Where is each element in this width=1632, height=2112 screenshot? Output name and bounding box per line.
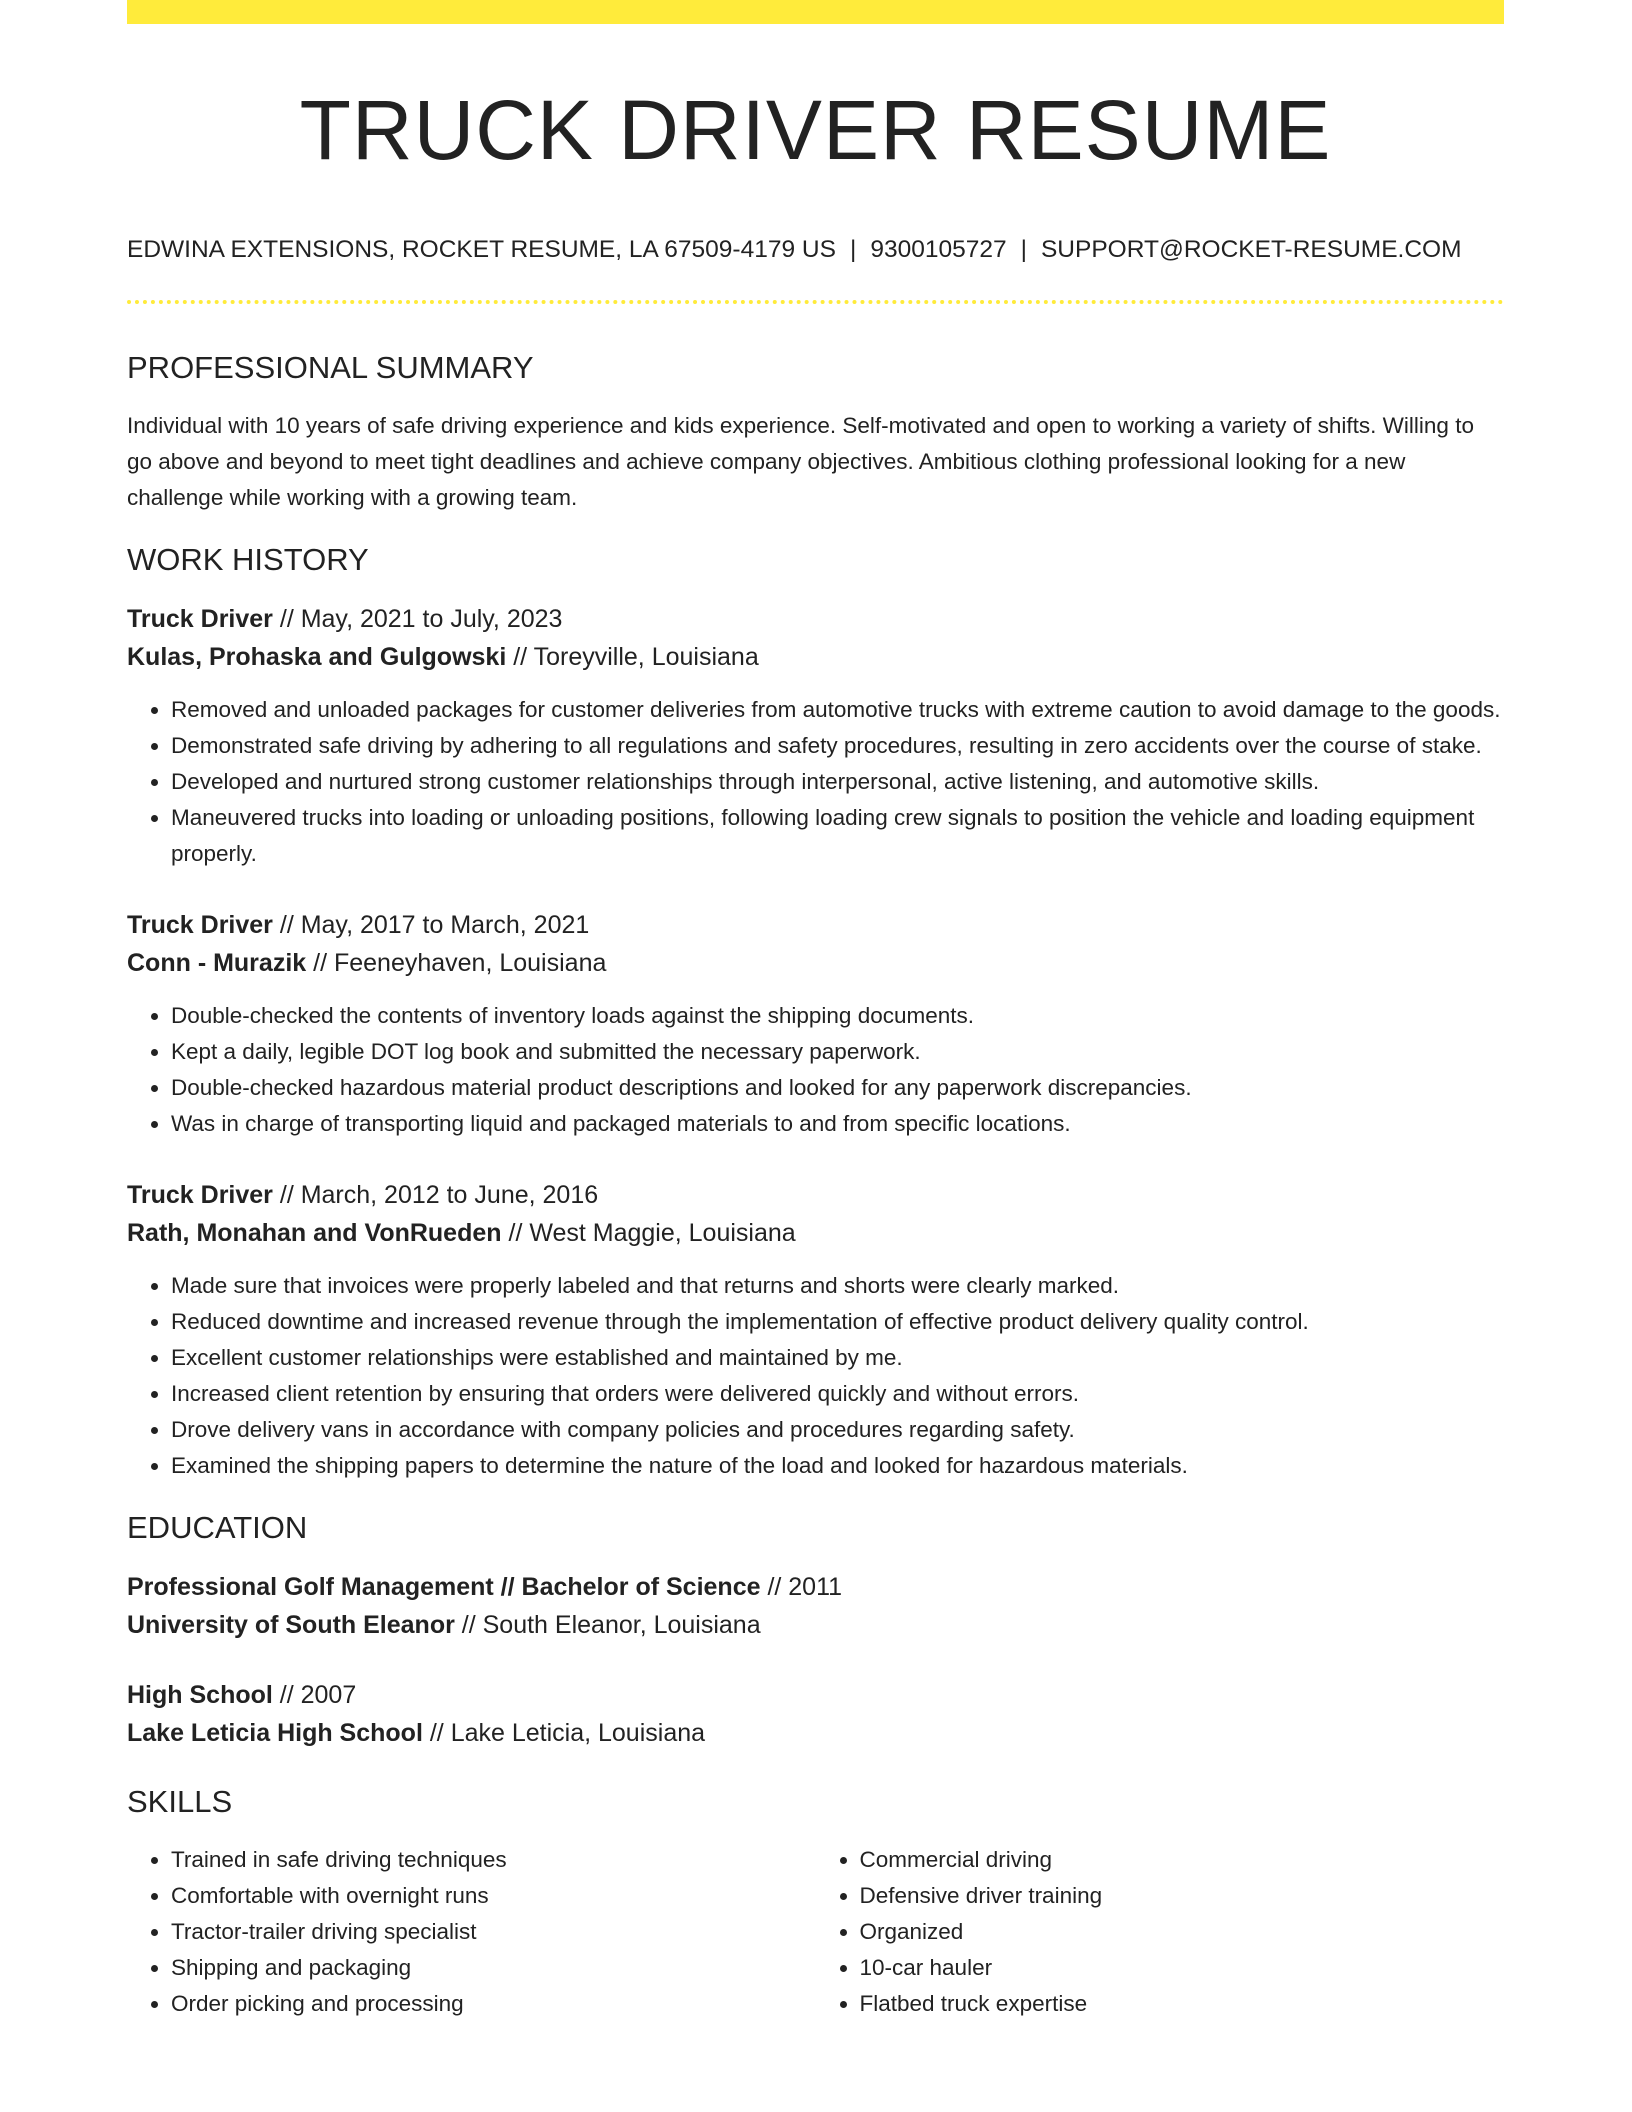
job-bullet: • Kept a daily, legible DOT log book and submitted the necessary paperwork. xyxy=(171,1034,1504,1070)
job-title: Truck Driver xyxy=(127,605,273,633)
contact-phone: 9300105727 xyxy=(870,236,1007,263)
education-year: // 2007 xyxy=(272,1681,357,1709)
education-year: // 2011 xyxy=(760,1573,843,1601)
job-location: // Feeneyhaven, Louisiana xyxy=(306,949,607,977)
job-bullet: • Made sure that invoices were properly labeled and that returns and shorts were clearly marked. xyxy=(171,1268,1504,1304)
job-bullet: • Maneuvered trucks into loading or unloading positions, following loading crew signals to position the vehicle and loading equipment properly. xyxy=(171,800,1504,872)
job-bullet: • Drove delivery vans in accordance with company policies and procedures regarding safety. xyxy=(171,1412,1504,1448)
skill-item: • 10-car hauler xyxy=(860,1950,1505,1986)
contact-line xyxy=(127,232,1504,268)
job-dates: // May, 2021 to July, 2023 xyxy=(272,605,563,633)
job-dates: // May, 2017 to March, 2021 xyxy=(272,911,590,939)
education-degree-line xyxy=(127,1676,1504,1714)
skill-item: • Flatbed truck expertise xyxy=(860,1986,1505,2022)
job-title-line xyxy=(127,906,1504,944)
job-entry xyxy=(127,906,1504,1142)
education-school: Lake Leticia High School xyxy=(127,1719,423,1747)
education-degree: Professional Golf Management // Bachelor of Science xyxy=(127,1573,761,1601)
job-bullet: • Was in charge of transporting liquid and packaged materials to and from specific locations. xyxy=(171,1106,1504,1142)
job-entry xyxy=(127,600,1504,872)
job-bullet: • Demonstrated safe driving by adhering to all regulations and safety procedures, resulting in zero accidents over the course of stake. xyxy=(171,728,1504,764)
resume-title: TRUCK DRIVER RESUME xyxy=(299,83,1332,177)
job-bullets xyxy=(127,1268,1504,1484)
job-location: // West Maggie, Louisiana xyxy=(501,1219,796,1247)
summary-heading: PROFESSIONAL SUMMARY xyxy=(127,350,534,385)
contact-email: SUPPORT@ROCKET-RESUME.COM xyxy=(1040,236,1462,263)
skill-item: • Shipping and packaging xyxy=(171,1950,816,1986)
skill-item: • Order picking and processing xyxy=(171,1986,816,2022)
job-bullet: • Double-checked the contents of inventory loads against the shipping documents. xyxy=(171,998,1504,1034)
job-title-line xyxy=(127,1176,1504,1214)
contact-separator: | xyxy=(1020,236,1027,263)
skill-item: • Tractor-trailer driving specialist xyxy=(171,1914,816,1950)
skill-item: • Trained in safe driving techniques xyxy=(171,1842,816,1878)
education-heading: EDUCATION xyxy=(127,1510,308,1545)
education-degree-line xyxy=(127,1568,1504,1606)
contact-separator: | xyxy=(849,236,857,263)
education-location: // South Eleanor, Louisiana xyxy=(454,1611,761,1639)
job-dates: // March, 2012 to June, 2016 xyxy=(272,1181,599,1209)
contact-address: EDWINA EXTENSIONS, ROCKET RESUME, LA 67509-4179 US xyxy=(127,236,836,263)
job-title: Truck Driver xyxy=(127,911,273,939)
job-bullet: • Reduced downtime and increased revenue through the implementation of effective product delivery quality control. xyxy=(171,1304,1504,1340)
skill-item: • Defensive driver training xyxy=(860,1878,1505,1914)
job-bullet: • Increased client retention by ensuring that orders were delivered quickly and without errors. xyxy=(171,1376,1504,1412)
job-company: Kulas, Prohaska and Gulgowski xyxy=(127,643,507,671)
job-bullet: • Developed and nurtured strong customer relationships through interpersonal, active listening, and automotive skills. xyxy=(171,764,1504,800)
education-school-line xyxy=(127,1714,1504,1752)
job-bullets xyxy=(127,998,1504,1142)
job-company: Conn - Murazik xyxy=(127,949,307,977)
education-location: // Lake Leticia, Louisiana xyxy=(422,1719,706,1747)
education-school-line xyxy=(127,1606,1504,1644)
resume-content xyxy=(127,0,1504,2022)
skills-left-list xyxy=(127,1842,816,2022)
job-company-line xyxy=(127,944,1504,982)
education-degree: High School xyxy=(127,1681,273,1709)
job-bullet: • Excellent customer relationships were established and maintained by me. xyxy=(171,1340,1504,1376)
education-entry xyxy=(127,1676,1504,1752)
job-location: // Toreyville, Louisiana xyxy=(506,643,759,671)
job-company: Rath, Monahan and VonRueden xyxy=(127,1219,502,1247)
job-title-line xyxy=(127,600,1504,638)
job-bullets xyxy=(127,692,1504,872)
education-entry xyxy=(127,1568,1504,1644)
work-history-heading: WORK HISTORY xyxy=(127,542,369,577)
dotted-divider xyxy=(127,300,1504,304)
job-company-line xyxy=(127,1214,1504,1252)
job-title: Truck Driver xyxy=(127,1181,273,1209)
skills-heading: SKILLS xyxy=(127,1784,233,1819)
job-entry xyxy=(127,1176,1504,1484)
skill-item: • Commercial driving xyxy=(860,1842,1505,1878)
skill-item: • Comfortable with overnight runs xyxy=(171,1878,816,1914)
job-bullet: • Examined the shipping papers to determine the nature of the load and looked for hazardous materials. xyxy=(171,1448,1504,1484)
skills-columns xyxy=(127,1842,1504,2022)
job-bullet: • Double-checked hazardous material product descriptions and looked for any paperwork discrepancies. xyxy=(171,1070,1504,1106)
education-school: University of South Eleanor xyxy=(127,1611,455,1639)
job-bullet: • Removed and unloaded packages for customer deliveries from automotive trucks with extreme caution to avoid damage to the goods. xyxy=(171,692,1504,728)
skill-item: • Organized xyxy=(860,1914,1505,1950)
skills-right-list xyxy=(816,1842,1505,2022)
job-company-line xyxy=(127,638,1504,676)
summary-text: Individual with 10 years of safe driving experience and kids experience. Self-motivated and open to working a variety of shifts. Willing to go above and beyond to meet tight deadlines and achieve company objectives. Ambitious clothing professional looking for a new challenge while working with a growing team. xyxy=(127,413,1474,510)
